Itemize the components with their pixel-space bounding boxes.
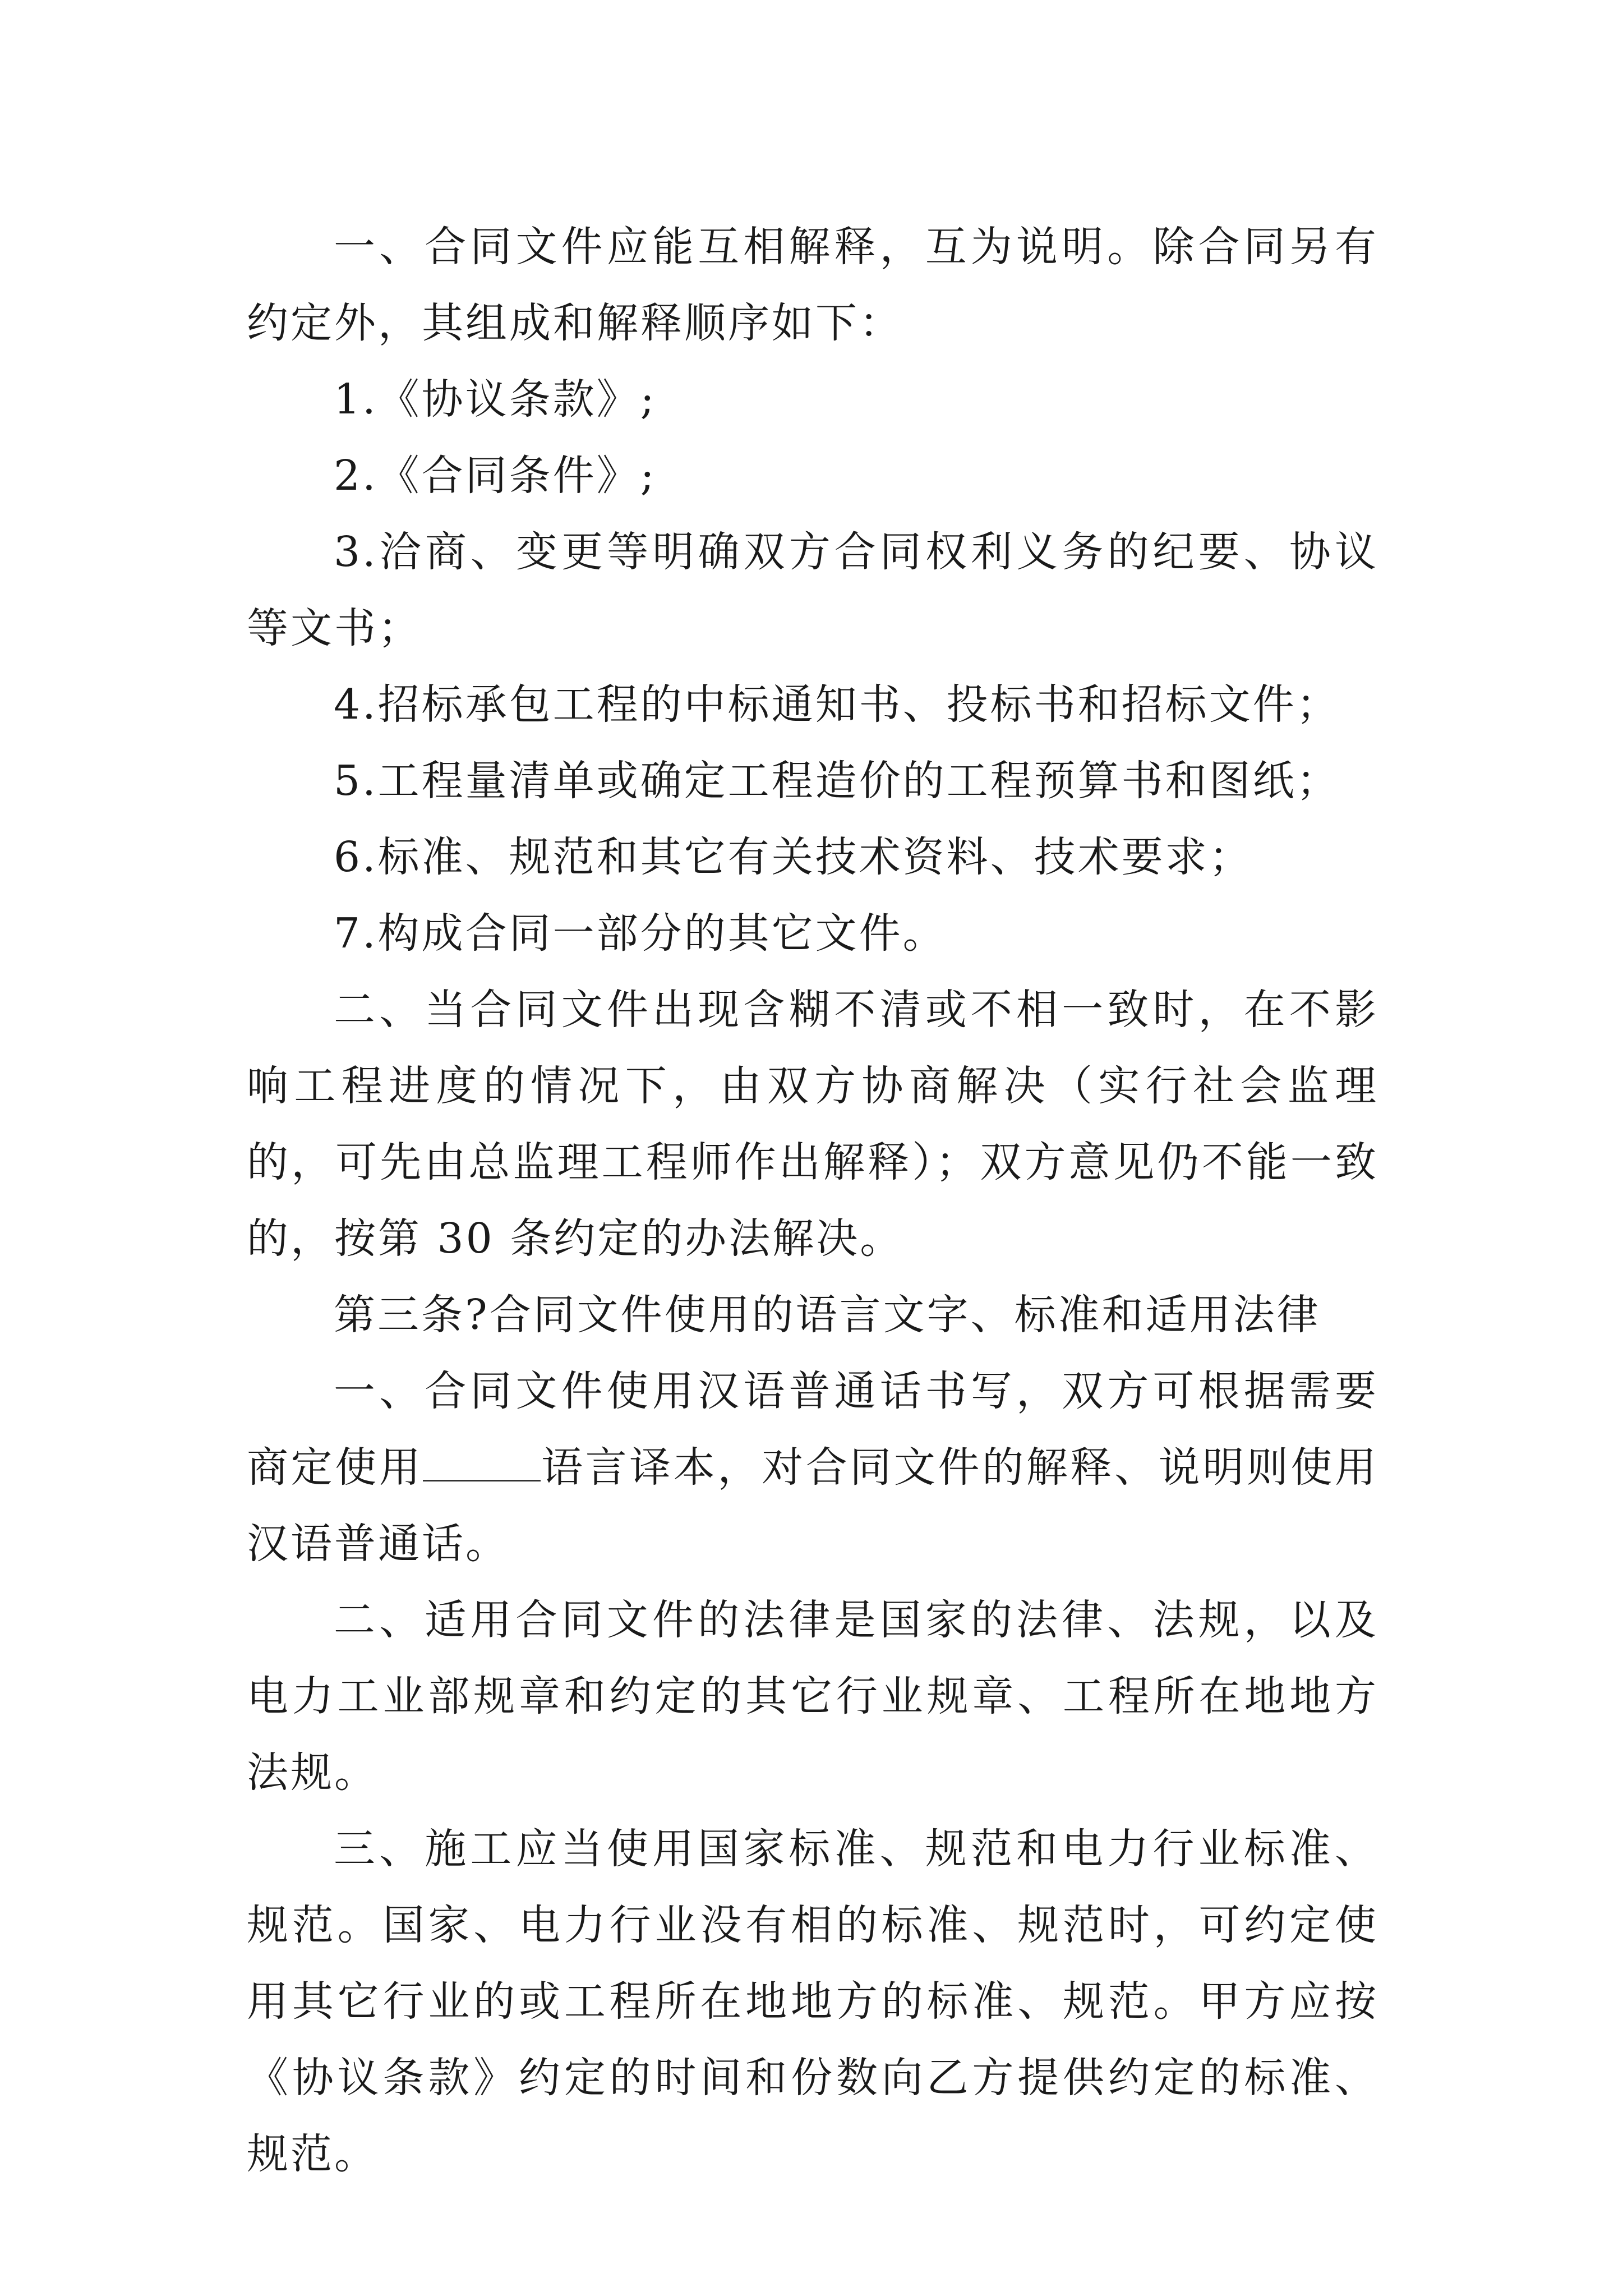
list-item-agreement-terms: 1.《协议条款》; bbox=[334, 375, 657, 424]
language-text-before: 一、合同文件使用汉语普通话书写，双方可根据需要商定使用 bbox=[247, 1367, 1378, 1492]
paragraph-interpretation-order: 一、合同文件应能互相解释，互为说明。除合同另有约定外，其组成和解释顺序如下： bbox=[247, 223, 1378, 347]
language-blank-field bbox=[423, 1446, 541, 1481]
list-item-bill-of-quantities: 5.工程量清单或确定工程造价的工程预算书和图纸； bbox=[334, 757, 1340, 805]
paragraph-ambiguity-resolution: 二、当合同文件出现含糊不清或不相一致时，在不影响工程进度的情况下，由双方协商解决（实行社会监理的，可先由总监理工程师作出解释）；双方意见仍不能一致的，按第 30 条约定的办法解决。 bbox=[247, 986, 1378, 1263]
document-body bbox=[247, 209, 1378, 2192]
list-item-contract-conditions: 2.《合同条件》; bbox=[334, 452, 657, 500]
paragraph-language bbox=[247, 1353, 1378, 1582]
paragraph-construction-standards: 三、施工应当使用国家标准、规范和电力行业标准、规范。国家、电力行业没有相的标准、规范时，可约定使用其它行业的或工程所在地地方的标准、规范。甲方应按《协议条款》约定的时间和份数向乙方提供约定的标准、规范。 bbox=[247, 1825, 1378, 2178]
article-three-heading: 第三条?合同文件使用的语言文字、标准和适用法律 bbox=[334, 1291, 1321, 1339]
list-item-standards: 6.标准、规范和其它有关技术资料、技术要求； bbox=[334, 833, 1253, 881]
paragraph-applicable-law: 二、适用合同文件的法律是国家的法律、法规，以及电力工业部规章和约定的其它行业规章、工程所在地地方法规。 bbox=[247, 1596, 1378, 1797]
list-item-negotiation-documents: 3.洽商、变更等明确双方合同权利义务的纪要、协议等文书； bbox=[247, 528, 1378, 652]
language-text-after: 语言译本，对合同文件的解释、说明则使用汉语普通话。 bbox=[247, 1443, 1379, 1568]
list-item-bid-documents: 4.招标承包工程的中标通知书、投标书和招标文件； bbox=[334, 680, 1340, 729]
list-item-other-documents: 7.构成合同一部分的其它文件。 bbox=[334, 909, 947, 958]
